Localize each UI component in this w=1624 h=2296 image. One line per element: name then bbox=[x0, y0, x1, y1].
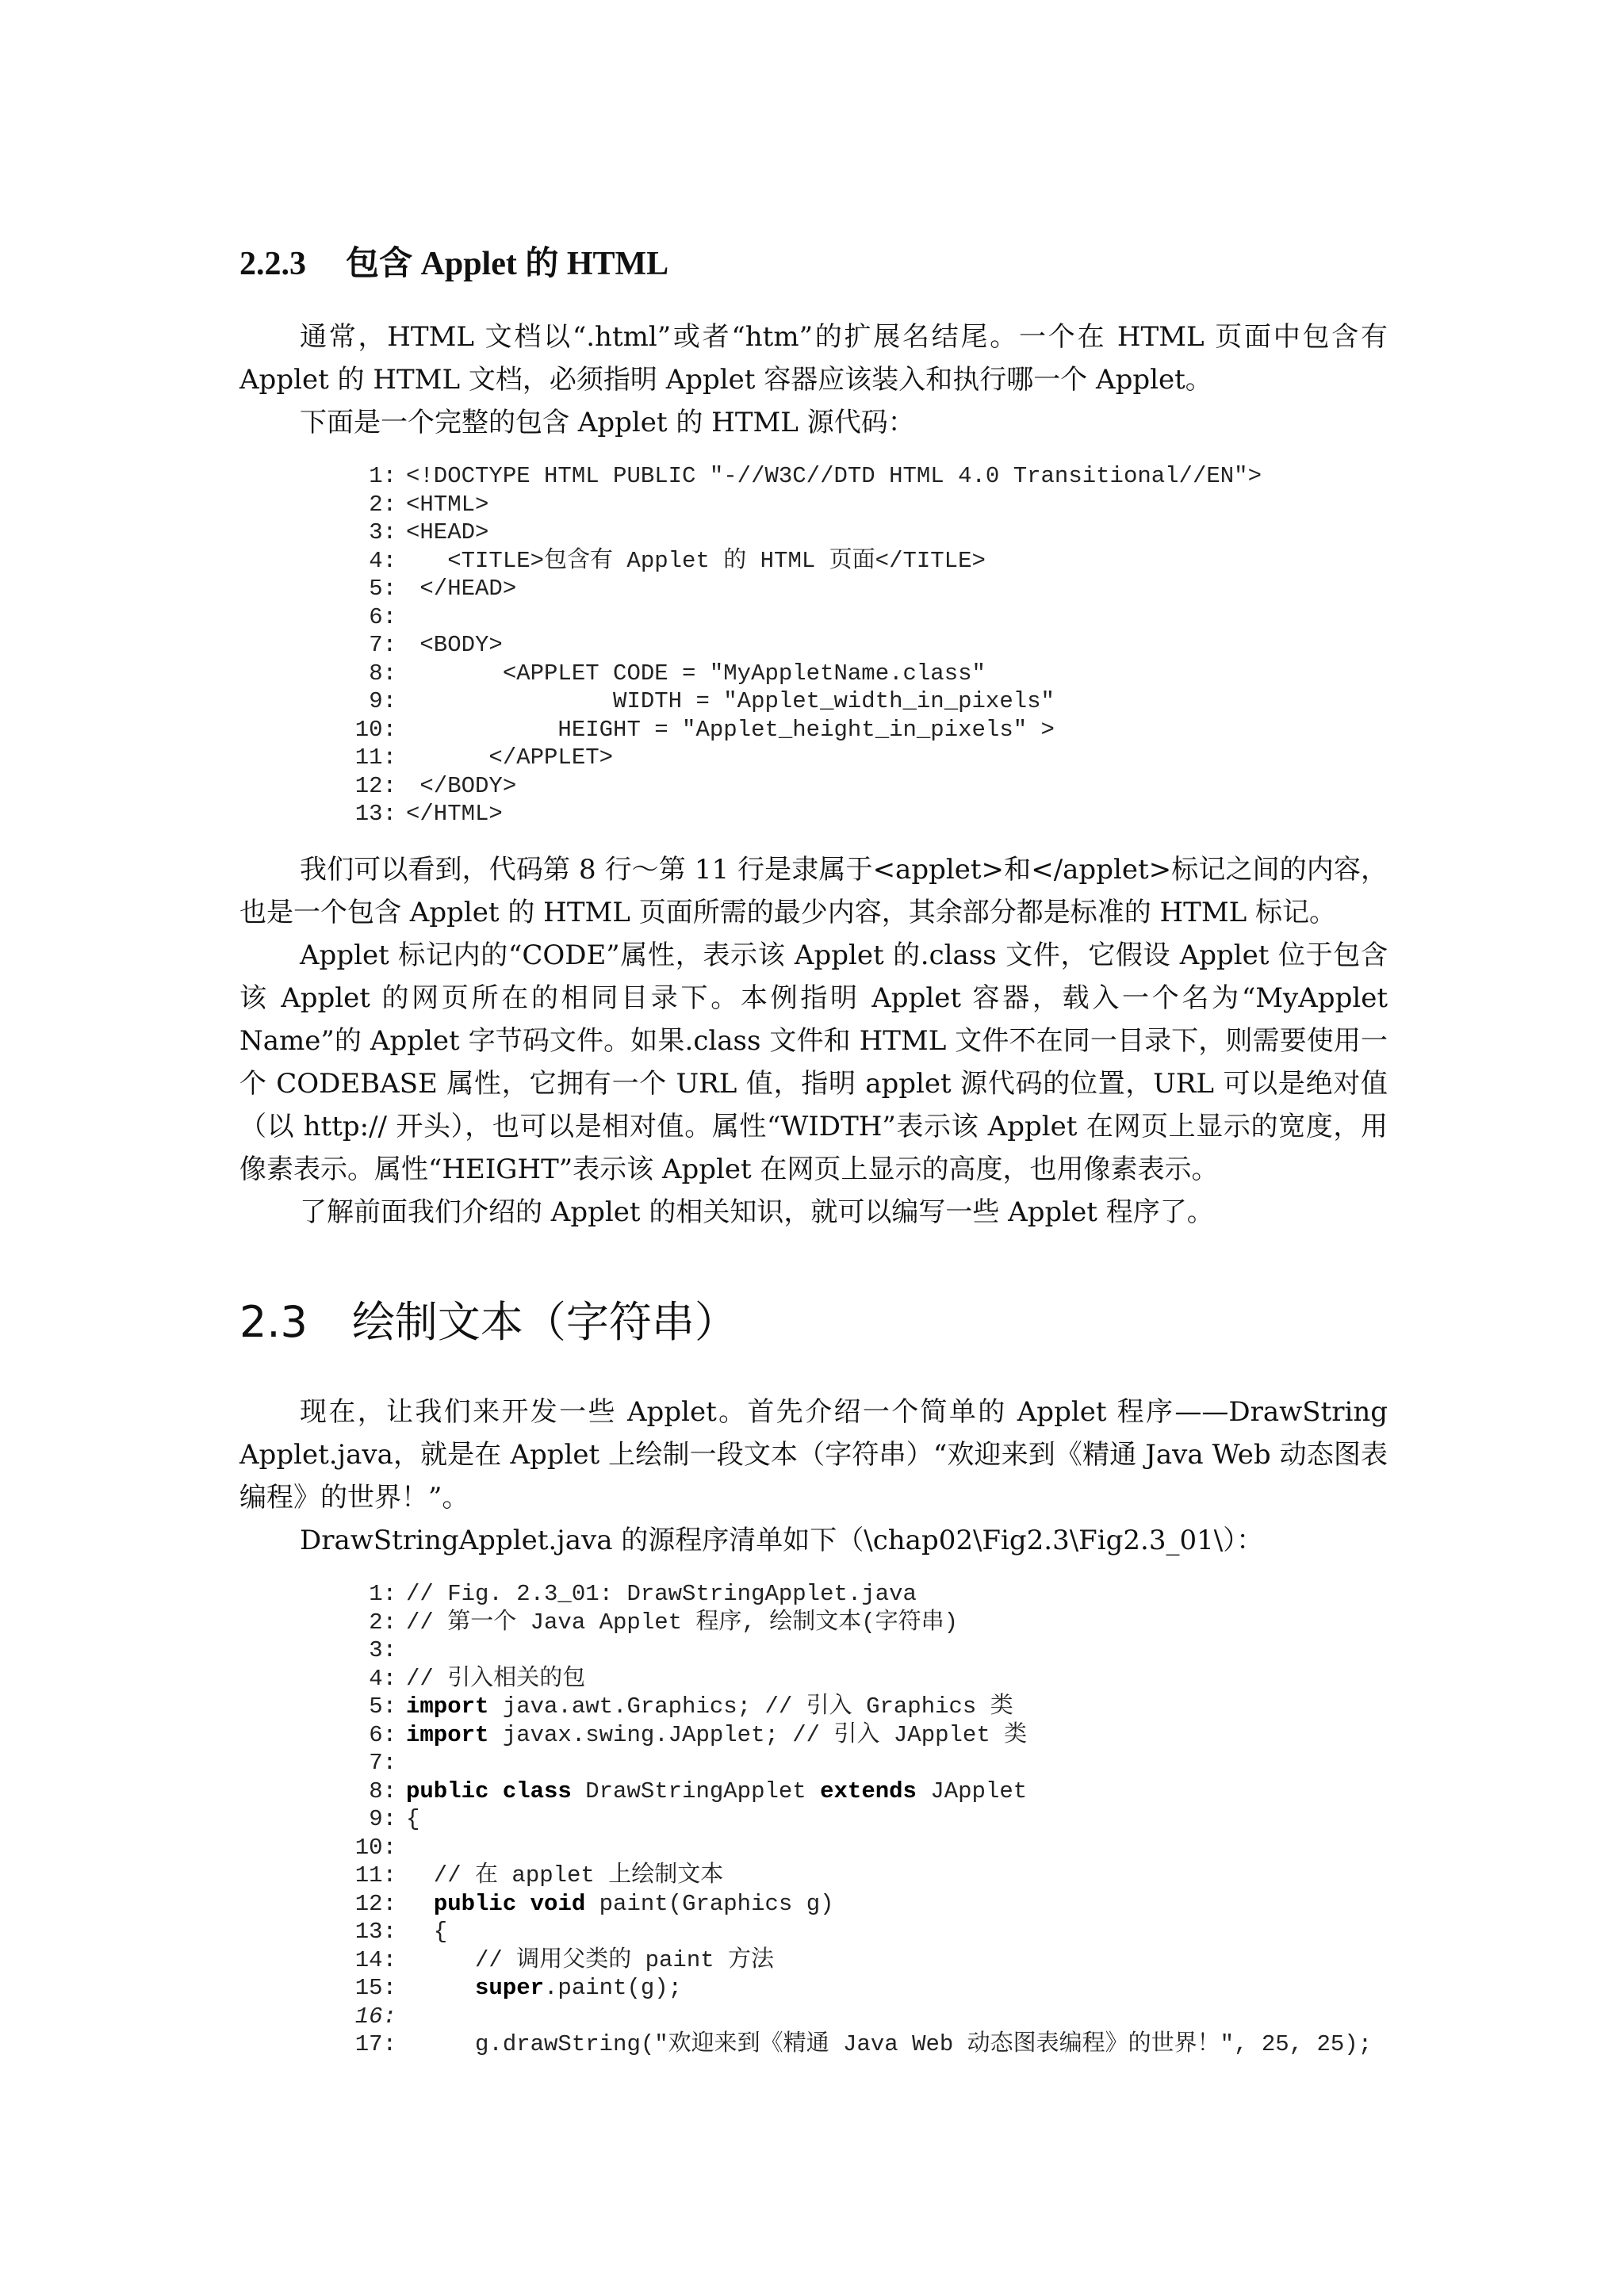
code-text: javax.swing.JApplet; // 引入 JApplet 类 bbox=[488, 1721, 1028, 1748]
code-line bbox=[349, 1918, 1372, 1946]
code-line bbox=[349, 1862, 1372, 1890]
code-text: { bbox=[406, 1806, 420, 1832]
line-number: 12: bbox=[354, 772, 396, 799]
paragraph-code-attribute: Applet 标记内的“CODE”属性，表示该 Applet 的.class 文件，它假设 Applet 位于包含该 Applet 的网页所在的相同目录下。本例指明 Applet 容器，载入一个名为“MyApplet Name”的 Applet 字节码文件。如果.class 文件和 HTML 文件不在同一目录下，则需要使用一个 CODEBASE 属性，它拥有一个 URL 值，指明 applet 源代码的位置，URL 可以是绝对值（以 http:// 开头），也可以是相对值。属性“WIDTH”表示该 Applet 在网页上显示的宽度，用像素表示。属性“HEIGHT”表示该 Applet 在网页上显示的高度，也用像素表示。 bbox=[239, 939, 1388, 1185]
line-number: 15: bbox=[354, 1975, 396, 2001]
code-keyword: super bbox=[475, 1975, 545, 2001]
line-number: 6: bbox=[369, 1721, 396, 1748]
code-line bbox=[349, 1946, 1372, 1975]
code-line bbox=[349, 744, 1262, 772]
java-code-listing bbox=[349, 1580, 1372, 2059]
paragraph-summary: 了解前面我们介绍的 Applet 的相关知识，就可以编写一些 Applet 程序了。 bbox=[300, 1196, 1214, 1228]
code-text: </BODY> bbox=[406, 772, 517, 799]
code-line bbox=[349, 1693, 1372, 1721]
code-keyword: import bbox=[406, 1721, 489, 1748]
code-text: // Fig. 2.3_01: DrawStringApplet.java bbox=[406, 1581, 917, 1607]
code-line bbox=[349, 1665, 1372, 1693]
code-line bbox=[349, 2030, 1372, 2059]
code-text: paint(Graphics g) bbox=[585, 1890, 834, 1917]
paragraph-source-listing-intro: DrawStringApplet.java 的源程序清单如下（\chap02\Fig2.3\Fig2.3_01\）： bbox=[300, 1525, 1264, 1556]
html-code-listing bbox=[349, 462, 1262, 828]
line-number: 5: bbox=[369, 576, 396, 602]
code-text: HEIGHT = "Applet_height_in_pixels" > bbox=[406, 716, 1055, 743]
code-text bbox=[406, 1891, 434, 1917]
code-text: <BODY> bbox=[406, 632, 503, 658]
line-number: 5: bbox=[369, 1693, 396, 1720]
code-line bbox=[349, 1974, 1372, 2003]
code-text: // 在 applet 上绘制文本 bbox=[406, 1862, 724, 1888]
code-text bbox=[406, 1975, 475, 2001]
code-text: WIDTH = "Applet_width_in_pixels" bbox=[406, 688, 1055, 714]
code-line bbox=[349, 1890, 1372, 1919]
section-heading-2-2-3 bbox=[239, 240, 668, 288]
line-number: 4: bbox=[369, 1665, 396, 1692]
line-number: 3: bbox=[369, 1637, 396, 1663]
line-number: 3: bbox=[369, 519, 396, 545]
code-text: </HTML> bbox=[406, 801, 503, 827]
line-number: 17: bbox=[354, 2031, 396, 2057]
code-line bbox=[349, 1636, 1372, 1665]
line-number: 4: bbox=[369, 547, 396, 574]
code-text: .paint(g); bbox=[544, 1975, 683, 2001]
code-text: DrawStringApplet bbox=[571, 1777, 821, 1804]
code-line bbox=[349, 491, 1262, 519]
code-text: <!DOCTYPE HTML PUBLIC "-//W3C//DTD HTML 4.0 Transitional//EN"> bbox=[406, 463, 1262, 489]
section-number: 2.3 bbox=[239, 1297, 308, 1347]
code-text: { bbox=[406, 1919, 448, 1945]
code-line bbox=[349, 1580, 1372, 1609]
line-number: 6: bbox=[369, 603, 396, 630]
paragraph-drawstring-intro: 现在，让我们来开发一些 Applet。首先介绍一个简单的 Applet 程序——DrawString Applet.java，就是在 Applet 上绘制一段文本（字符串）“欢迎来到《精通 Java Web 动态图表编程》的世界！”。 bbox=[239, 1396, 1388, 1513]
code-line bbox=[349, 716, 1262, 744]
section-title: 包含 Applet 的 HTML bbox=[346, 246, 669, 282]
line-number: 13: bbox=[354, 801, 396, 827]
code-text: java.awt.Graphics; // 引入 Graphics 类 bbox=[488, 1693, 1013, 1720]
code-keyword: extends bbox=[820, 1777, 917, 1804]
code-line bbox=[349, 1609, 1372, 1637]
line-number: 14: bbox=[354, 1946, 396, 1973]
line-number: 1: bbox=[369, 1581, 396, 1607]
code-text: <HEAD> bbox=[406, 519, 489, 545]
code-line bbox=[349, 603, 1262, 632]
code-text: </HEAD> bbox=[406, 576, 517, 602]
line-number: 7: bbox=[369, 1750, 396, 1776]
code-keyword: public class bbox=[406, 1777, 572, 1804]
code-line bbox=[349, 2003, 1372, 2031]
line-number: 7: bbox=[369, 632, 396, 658]
line-number: 11: bbox=[354, 744, 396, 771]
code-text: // 调用父类的 paint 方法 bbox=[406, 1946, 775, 1973]
line-number: 10: bbox=[354, 1834, 396, 1861]
code-line bbox=[349, 547, 1262, 576]
section-title: 绘制文本（字符串） bbox=[351, 1297, 737, 1347]
code-line bbox=[349, 772, 1262, 801]
line-number: 8: bbox=[369, 1777, 396, 1804]
paragraph-source-intro: 下面是一个完整的包含 Applet 的 HTML 源代码： bbox=[300, 407, 915, 438]
code-text: <HTML> bbox=[406, 491, 489, 518]
line-number: 2: bbox=[369, 1609, 396, 1636]
code-line bbox=[349, 1834, 1372, 1862]
paragraph-html-extension: 通常，HTML 文档以“.html”或者“htm”的扩展名结尾。一个在 HTML 页面中包含有 Applet 的 HTML 文档，必须指明 Applet 容器应该装入和执行哪一个 Applet。 bbox=[239, 321, 1388, 396]
code-line bbox=[349, 462, 1262, 491]
code-line bbox=[349, 1749, 1372, 1777]
line-number: 9: bbox=[369, 1806, 396, 1832]
code-text: // 引入相关的包 bbox=[406, 1665, 586, 1692]
code-line bbox=[349, 800, 1262, 828]
paragraph-applet-tag: 我们可以看到，代码第 8 行～第 11 行是隶属于<applet>和</applet>标记之间的内容，也是一个包含 Applet 的 HTML 页面所需的最少内容，其余部分都是标准的 HTML 标记。 bbox=[239, 854, 1388, 928]
code-line bbox=[349, 687, 1262, 716]
code-text: </APPLET> bbox=[406, 744, 614, 771]
section-number: 2.2.3 bbox=[239, 246, 306, 282]
code-line bbox=[349, 1805, 1372, 1834]
code-line bbox=[349, 660, 1262, 688]
line-number: 10: bbox=[354, 716, 396, 743]
line-number: 11: bbox=[354, 1862, 396, 1888]
line-number: 12: bbox=[354, 1890, 396, 1917]
code-keyword: public void bbox=[433, 1890, 586, 1917]
line-number: 13: bbox=[354, 1919, 396, 1945]
line-number: 9: bbox=[369, 688, 396, 714]
code-line bbox=[349, 519, 1262, 547]
line-number: 8: bbox=[369, 660, 396, 687]
code-line bbox=[349, 1721, 1372, 1750]
code-text: <APPLET CODE = "MyAppletName.class" bbox=[406, 660, 986, 687]
code-text: // 第一个 Java Applet 程序, 绘制文本(字符串) bbox=[406, 1609, 959, 1636]
code-line bbox=[349, 1777, 1372, 1806]
code-keyword: import bbox=[406, 1693, 489, 1720]
line-number: 1: bbox=[369, 463, 396, 489]
code-text: <TITLE>包含有 Applet 的 HTML 页面</TITLE> bbox=[406, 547, 986, 574]
section-heading-2-3 bbox=[239, 1291, 737, 1354]
code-line bbox=[349, 631, 1262, 660]
line-number: 16: bbox=[354, 2003, 396, 2030]
code-line bbox=[349, 575, 1262, 603]
code-text: g.drawString("欢迎来到《精通 Java Web 动态图表编程》的世界！", 25, 25); bbox=[406, 2031, 1373, 2057]
code-text: JApplet bbox=[916, 1777, 1028, 1804]
line-number: 2: bbox=[369, 491, 396, 518]
